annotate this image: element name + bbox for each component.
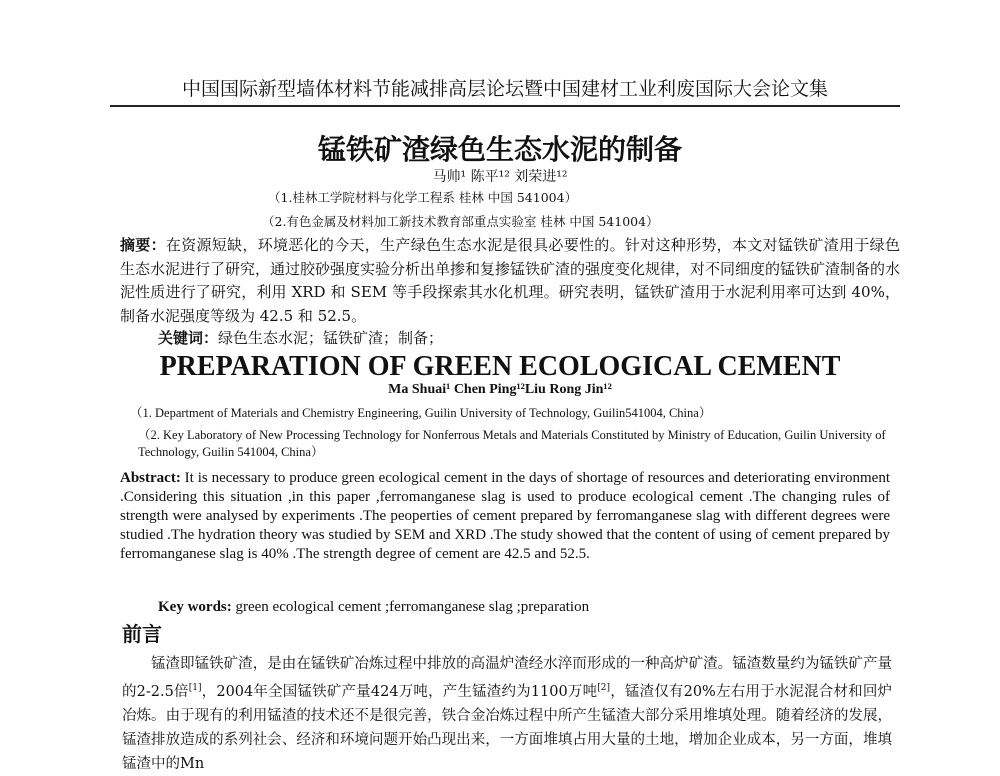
keywords-en xyxy=(158,598,858,617)
keywords-en-label: Key words: xyxy=(158,599,232,615)
affiliation-cn-1: （1.桂林工学院材料与化学工程系 桂林 中国 541004） xyxy=(268,190,578,205)
abstract-cn-label: 摘要： xyxy=(120,236,166,254)
keywords-cn-label: 关键词： xyxy=(158,329,219,347)
authors-cn: 马帅¹ 陈平¹² 刘荣进¹² xyxy=(432,169,568,185)
citation-2: [2] xyxy=(597,683,611,693)
keywords-cn-text: 绿色生态水泥；锰铁矿渣；制备； xyxy=(218,329,444,347)
affiliation-cn-2: （2.有色金属及材料加工新技术教育部重点实验室 桂林 中国 541004） xyxy=(262,214,659,229)
keywords-en-text: green ecological cement ;ferromanganese slag ;preparation xyxy=(231,599,590,615)
abstract-en-label: Abstract: xyxy=(120,470,181,486)
paper-title-cn: 锰铁矿渣绿色生态水泥的制备 xyxy=(317,133,682,166)
body-text-2: ，2004年全国锰铁矿产量424万吨，产生锰渣约为1100万吨 xyxy=(201,683,598,700)
abstract-en xyxy=(120,469,890,564)
running-header: 中国国际新型墙体材料节能减排高层论坛暨中国建材工业利废国际大会论文集 xyxy=(110,74,900,107)
citation-1: [1] xyxy=(188,683,202,693)
abstract-cn xyxy=(120,234,900,328)
abstract-en-text: It is necessary to produce green ecological cement in the days of shortage of resources and deteriorating environment .Considering this situation ,in this paper ,ferromanganese slag is used to produce ecological cement .The changing rules of strength were analysed by experiments .The peoperties of cement prepared by ferromanganese slag with different degrees were studied .The hydration theory was studied by SEM and XRD .The study showed that the content of using of cement prepared by ferromanganese slag is 40% .The strength degree of cement are 42.5 and 52.5. xyxy=(120,470,890,562)
affiliation-en-2: （2. Key Laboratory of New Processing Technology for Nonferrous Metals and Materials Constituted by Ministry of Education, Guilin University of Technology, Guilin 541004, China） xyxy=(138,428,886,459)
body-text-1: 锰渣即锰铁矿渣，是由在锰铁矿冶炼过程中排放的高温炉渣经水淬而形成的一种高炉矿渣。锰渣数量约为锰铁矿产量的2-2.5倍 xyxy=(122,656,892,700)
abstract-cn-text: 在资源短缺，环境恶化的今天，生产绿色生态水泥是很具必要性的。针对这种形势，本文对锰铁矿渣用于绿色生态水泥进行了研究，通过胶砂强度实验分析出单掺和复掺锰铁矿渣的强度变化规律，对不同细度的锰铁矿渣制备的水泥性质进行了研究，利用 XRD 和 SEM 等手段探索其水化机理。研究表明，锰铁矿渣用于水泥利用率可达到 40%，制备水泥强度等级为 42.5 和 52.5。 xyxy=(120,236,901,325)
section-heading-intro: 前言 xyxy=(122,622,162,646)
paper-title-en: PREPARATION OF GREEN ECOLOGICAL CEMENT xyxy=(159,351,841,382)
affiliation-en-1: （1. Department of Materials and Chemistry Engineering, Guilin University of Technology, Guilin541004, China） xyxy=(130,406,712,420)
body-paragraph xyxy=(122,652,892,776)
keywords-cn xyxy=(158,327,858,351)
authors-en: Ma Shuai¹ Chen Ping¹²Liu Rong Jin¹² xyxy=(388,382,612,397)
body-text-3: ，锰渣仅有20%左右用于水泥混合材和回炉冶炼。由于现有的利用锰渣的技术还不是很完善，铁合金冶炼过程中所产生锰渣大部分采用堆填处理。随着经济的发展，锰渣排放造成的系列社会、经济和环境问题开始凸现出来，一方面堆填占用大量的土地，增加企业成本，另一方面，堆填锰渣中的Mn xyxy=(122,683,892,772)
